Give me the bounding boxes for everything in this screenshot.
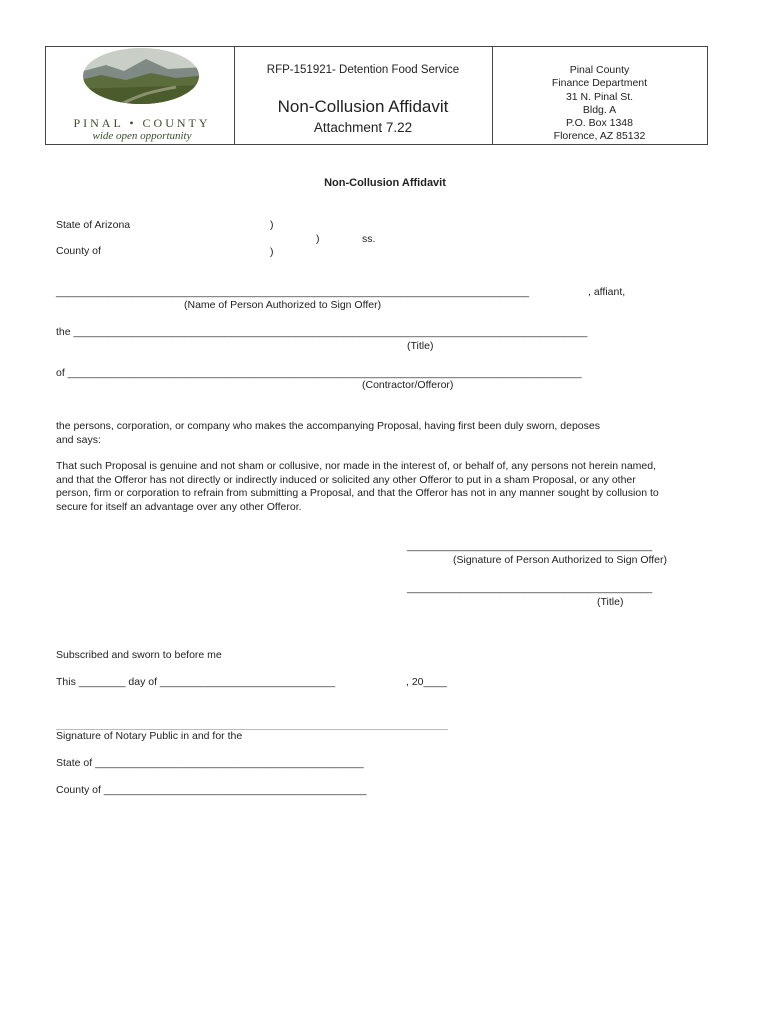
state-label: State of Arizona [56, 219, 131, 231]
contractor-caption: (Contractor/Offeror) [362, 379, 454, 391]
ss-label: ss. [362, 233, 376, 245]
paragraph-line: and says: [56, 433, 101, 446]
title-cell [234, 47, 493, 144]
notary-state-field[interactable]: State of ______________________________________________ [56, 757, 364, 769]
signature-field[interactable]: __________________________________________ [407, 540, 653, 552]
paragraph-line: secure for itself an advantage over any other Offeror. [56, 500, 302, 513]
venue-paren: ) [270, 246, 274, 258]
year-field[interactable]: , 20____ [406, 676, 447, 688]
deposition-paragraph [56, 420, 716, 447]
contractor-field[interactable]: of ________________________________________________________________________________________ [56, 367, 582, 379]
venue-paren: ) [316, 233, 320, 245]
address-block [492, 64, 707, 144]
pinal-county-logo-icon [46, 47, 234, 117]
address-line: Bldg. A [582, 103, 617, 116]
signature-caption: (Signature of Person Authorized to Sign Offer) [453, 554, 668, 566]
rfp-number: RFP-151921- Detention Food Service [266, 64, 460, 76]
title-field[interactable]: the ________________________________________________________________________________________ [56, 326, 588, 338]
affiant-name-field[interactable]: _________________________________________________________________________________ [56, 286, 530, 298]
signer-title-field[interactable]: __________________________________________ [407, 582, 653, 594]
header-table [45, 46, 708, 145]
subscribed-text: Subscribed and sworn to before me [56, 649, 222, 661]
title-caption: (Title) [407, 340, 434, 352]
logo-wordmark: PINAL • COUNTY [73, 116, 211, 130]
attachment-label: Attachment 7.22 [313, 120, 413, 135]
paragraph-line: and that the Offeror has not directly or indirectly induced or solicited any other Offeror to put in a sham Proposal, or any other [56, 473, 636, 486]
document-title: Non-Collusion Affidavit [277, 97, 449, 116]
affiant-label: , affiant, [588, 286, 626, 298]
name-caption: (Name of Person Authorized to Sign Offer) [184, 299, 382, 311]
address-line: P.O. Box 1348 [566, 117, 633, 130]
notary-caption: Signature of Notary Public in and for the [56, 730, 243, 742]
form-heading: Non-Collusion Affidavit [324, 177, 446, 189]
date-field[interactable]: This ________ day of ______________________________ [56, 676, 336, 688]
notary-county-field[interactable]: County of _____________________________________________ [56, 784, 367, 796]
address-line: Pinal County [569, 64, 630, 76]
address-cell [492, 47, 707, 144]
statement-paragraph [56, 460, 716, 514]
logo-tagline: wide open opportunity [92, 130, 192, 142]
address-line: Finance Department [551, 77, 648, 90]
logo-cell [46, 47, 235, 144]
paragraph-line: That such Proposal is genuine and not sham or collusive, nor made in the interest of, or behalf of, any persons not herein named, [56, 460, 657, 472]
address-line: Florence, AZ 85132 [553, 130, 646, 143]
county-label: County of [56, 245, 101, 257]
signer-title-caption: (Title) [597, 596, 624, 608]
paragraph-line: person, firm or corporation to refrain from submitting a Proposal, and that the Offeror has not in any manner sought by collusion to [56, 487, 659, 499]
paragraph-line: the persons, corporation, or company who makes the accompanying Proposal, having first been duly sworn, deposes [56, 420, 600, 432]
address-line: 31 N. Pinal St. [565, 90, 634, 103]
venue-paren: ) [270, 219, 274, 231]
